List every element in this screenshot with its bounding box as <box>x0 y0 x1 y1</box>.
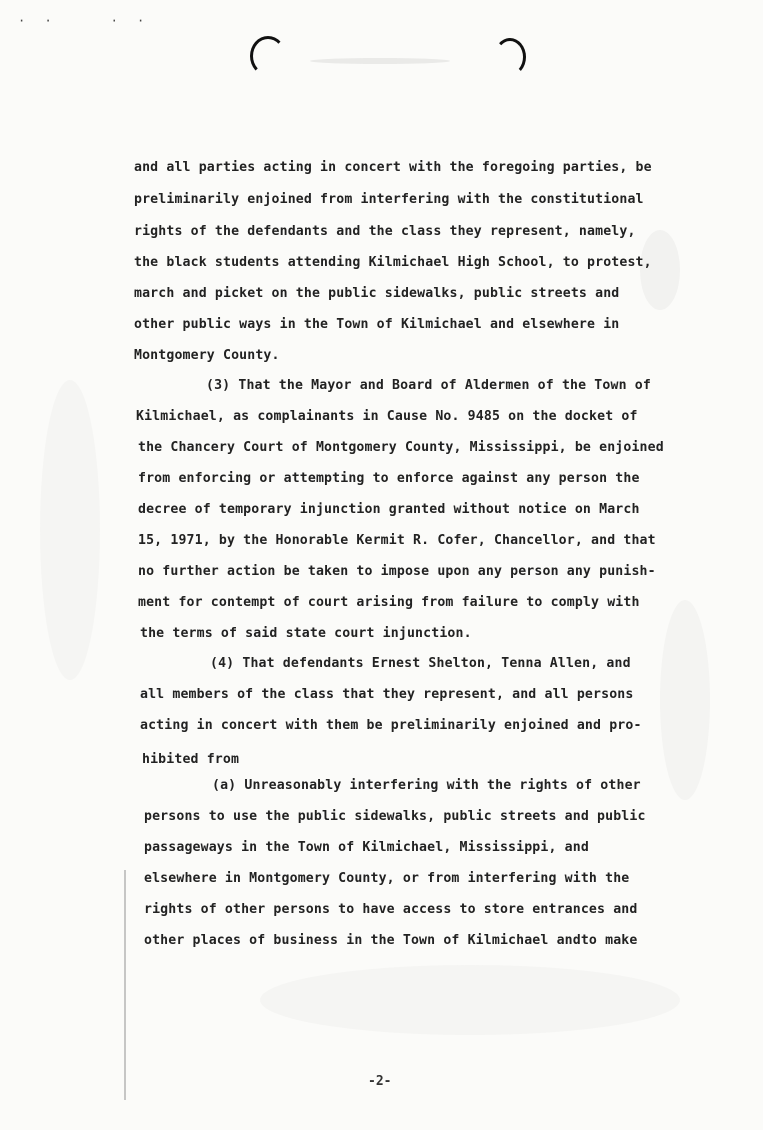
text-line: Kilmichael, as complainants in Cause No. 9485 on the docket of <box>136 409 638 424</box>
text-line: other places of business in the Town of Kilmichael andto make <box>144 933 638 948</box>
text-line: rights of other persons to have access to store entrances and <box>144 902 638 917</box>
text-line: ment for contempt of court arising from failure to comply with <box>138 595 640 610</box>
scan-noise <box>260 965 680 1035</box>
text-line: all members of the class that they represent, and all persons <box>140 687 634 702</box>
scan-noise <box>40 380 100 680</box>
text-line: acting in concert with them be preliminarily enjoined and pro- <box>140 718 642 733</box>
text-line: (a) Unreasonably interfering with the rights of other <box>212 778 641 793</box>
scan-artifact-dots: · · · · <box>18 14 151 28</box>
binder-hole-left-icon <box>250 36 286 76</box>
text-line: elsewhere in Montgomery County, or from interfering with the <box>144 871 630 886</box>
text-line: from enforcing or attempting to enforce against any person the <box>138 471 640 486</box>
text-line: the Chancery Court of Montgomery County, Mississippi, be enjoined <box>138 440 664 455</box>
text-line: preliminarily enjoined from interfering with the constitutional <box>134 192 644 207</box>
margin-rule <box>124 870 126 1100</box>
text-line: march and picket on the public sidewalks, public streets and <box>134 286 620 301</box>
page-number: -2- <box>368 1074 392 1089</box>
text-line: decree of temporary injunction granted without notice on March <box>138 502 640 517</box>
text-line: rights of the defendants and the class they represent, namely, <box>134 224 636 239</box>
text-line: (3) That the Mayor and Board of Aldermen of the Town of <box>206 378 651 393</box>
text-line: hibited from <box>142 752 240 767</box>
text-line: other public ways in the Town of Kilmichael and elsewhere in <box>134 317 620 332</box>
text-line: 15, 1971, by the Honorable Kermit R. Cofer, Chancellor, and that <box>138 533 656 548</box>
text-line: persons to use the public sidewalks, public streets and public <box>144 809 646 824</box>
text-line: the terms of said state court injunction. <box>140 626 472 641</box>
scan-noise <box>640 230 680 310</box>
text-line: Montgomery County. <box>134 348 280 363</box>
scan-noise <box>660 600 710 800</box>
text-line: passageways in the Town of Kilmichael, Mississippi, and <box>144 840 589 855</box>
text-line: the black students attending Kilmichael High School, to protest, <box>134 255 652 270</box>
text-line: and all parties acting in concert with the foregoing parties, be <box>134 160 652 175</box>
scan-noise <box>310 58 450 64</box>
text-line: (4) That defendants Ernest Shelton, Tenna Allen, and <box>210 656 631 671</box>
binder-hole-right-icon <box>494 38 526 76</box>
text-line: no further action be taken to impose upon any person any punish- <box>138 564 656 579</box>
